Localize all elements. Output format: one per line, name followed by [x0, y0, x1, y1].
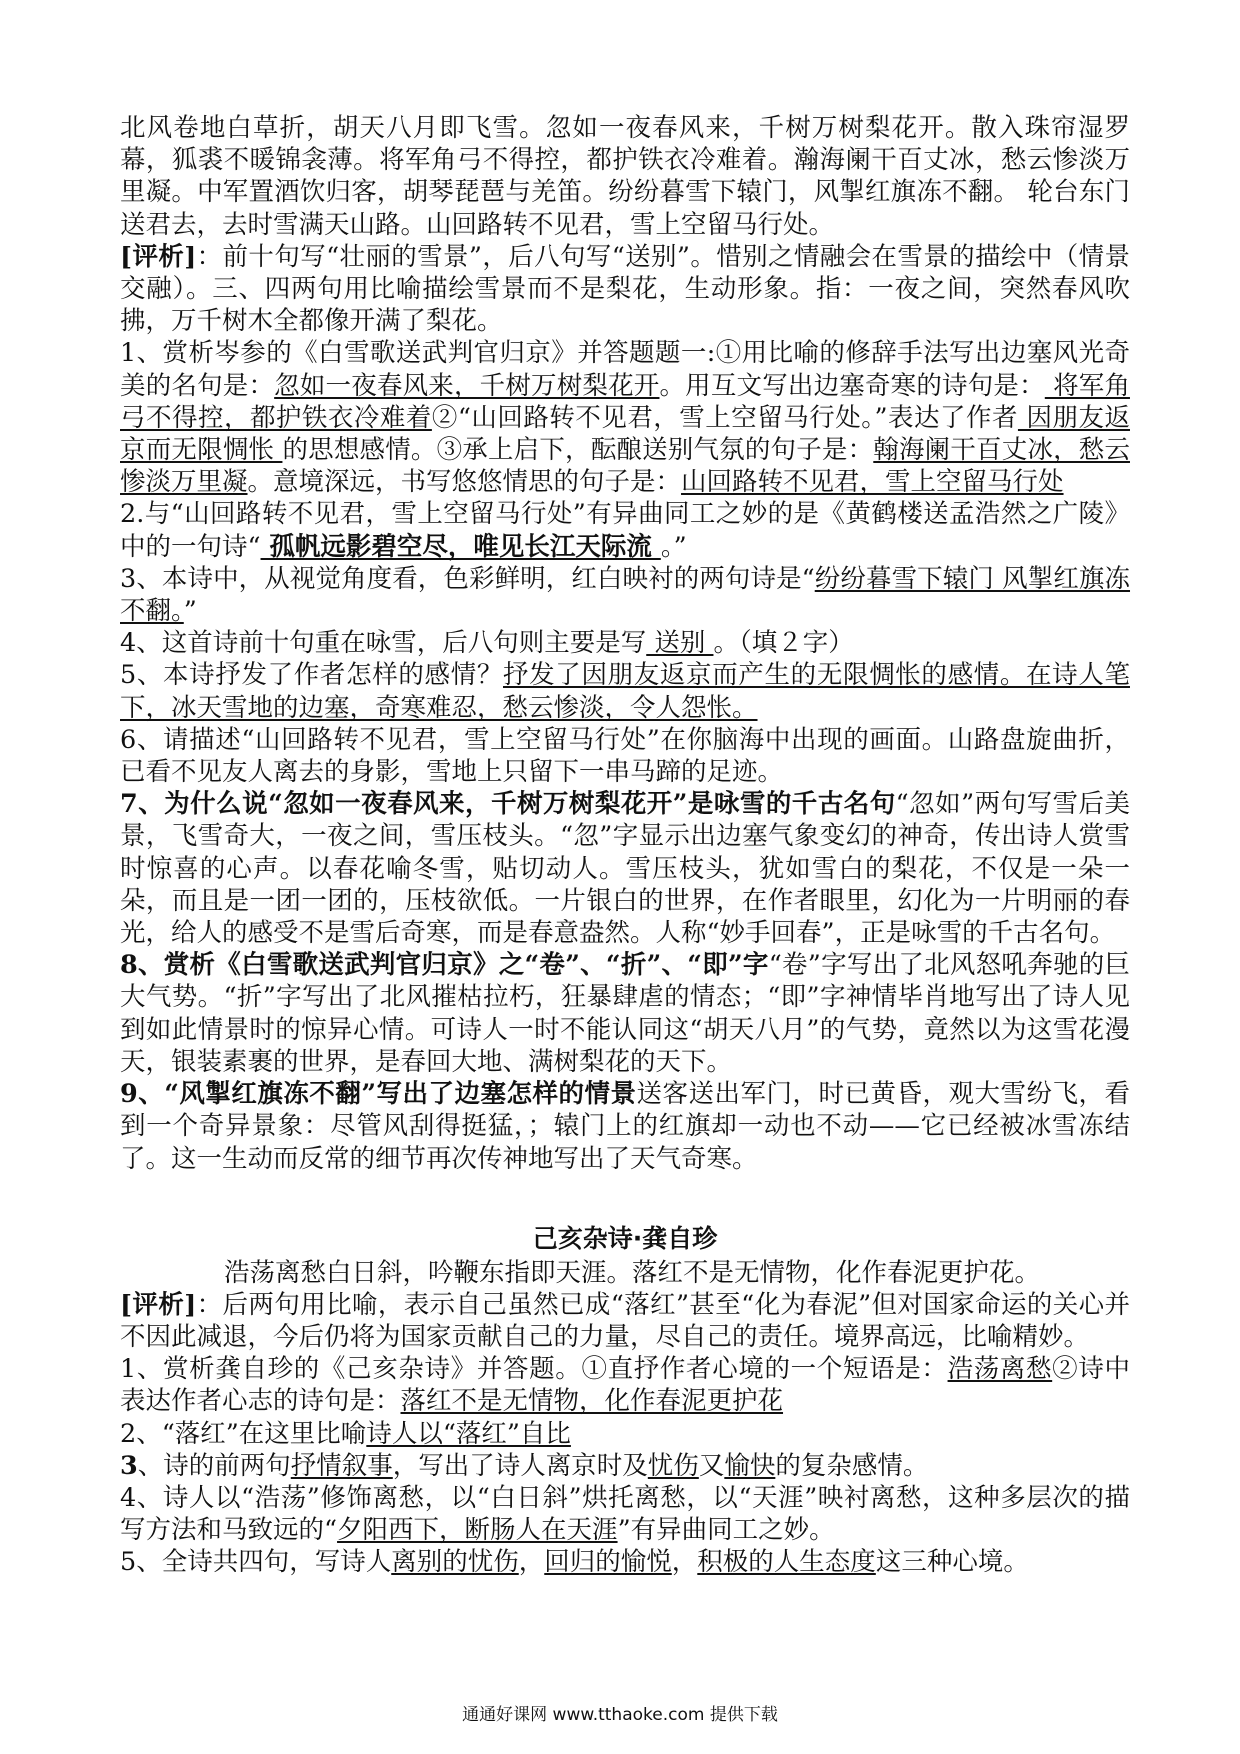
answer-underlined: 孤帆远影碧空尽，唯见长江天际流 [260, 531, 661, 562]
question-7 [120, 788, 1130, 949]
page-footer: 通通好课网 www.tthaoke.com 提供下载 [462, 1705, 778, 1725]
question-text: 。” [660, 531, 687, 562]
question-text: ” [183, 596, 197, 627]
question-2 [120, 498, 1130, 562]
section-title: 己亥杂诗·龚自珍 [532, 1223, 718, 1253]
evaluation-1 [120, 241, 1130, 338]
question-r1 [120, 1353, 1130, 1417]
document-page [120, 112, 1130, 1579]
question-number: 3 [120, 1450, 138, 1481]
question-text: ， [518, 1547, 545, 1578]
question-text: 5、本诗抒发了作者怎样的感情？ [120, 660, 503, 691]
question-heading: 9、“风掣红旗冻不翻”写出了边塞怎样的情景 [120, 1079, 637, 1110]
question-8 [120, 949, 1130, 1078]
evaluation-text: ：前十句写“壮丽的雪景”，后八句写“送别”。惜别之情融会在雪景的描绘中（情景交融）。三、四两句用比喻描绘雪景而不是梨花，生动形象。指：一夜之间，突然春风吹拂，万千树木全都像开满了梨花。 [120, 241, 1130, 337]
evaluation-2 [120, 1289, 1130, 1353]
question-text: 4、这首诗前十句重在咏雪，后八句则主要是写 [120, 628, 647, 659]
question-6: 6、请描述“山回路转不见君，雪上空留马行处”在你脑海中出现的画面。山路盘旋曲折，已看不见友人离去的身影，雪地上只留下一串马蹄的足迹。 [120, 724, 1130, 788]
question-text: 3、本诗中，从视觉角度看，色彩鲜明，红白映衬的两句诗是“ [120, 563, 815, 594]
answer-underlined: 将军角弓不得控，都护铁衣冷难着 [120, 370, 1130, 433]
question-text: “忽如”两句写雪后美景，飞雪奇大，一夜之间，雪压枝头。“忽”字显示出边塞气象变幻的神奇，传出诗人赏雪时惊喜的心声。以春花喻冬雪，贴切动人。雪压枝头，犹如雪白的梨花，不仅是一朵一朵，而且是一团一团的，压枝欲低。一片银白的世界，在作者眼里，幻化为一片明丽的春光，给人的感受不是雪后奇寒，而是春意盎然。人称“妙手回春”，正是咏雪的千古名句。 [120, 789, 1130, 949]
question-r5 [120, 1546, 1130, 1578]
question-r3 [120, 1450, 1130, 1482]
question-text: 2、“落红”在这里比喻 [120, 1418, 367, 1449]
question-text: 4、诗人以“浩荡”修饰离愁，以“白日斜”烘托离愁，以“天涯”映衬离愁，这种多层次的描写方法和马致远的“ [120, 1482, 1130, 1546]
question-text: 。用互文写出边塞奇寒的诗句是： [659, 370, 1045, 401]
question-text: 、诗的前两句 [137, 1450, 291, 1481]
question-r4 [120, 1482, 1130, 1546]
answer-underlined: 抒情叙事 [290, 1450, 393, 1481]
answer-underlined: 因朋友返京而无限惆怅 [120, 402, 1130, 466]
question-text: 的复杂感情。 [775, 1450, 929, 1481]
answer-underlined: 翰海阑干百丈冰，愁云惨淡万里凝 [120, 435, 1130, 498]
question-text: 。意境深远，书写悠悠情思的句子是： [247, 467, 682, 498]
answer-underlined: 忧伤 [647, 1450, 699, 1481]
question-4 [120, 627, 1130, 659]
question-9 [120, 1078, 1130, 1175]
question-text: 这三种心境。 [875, 1547, 1029, 1578]
answer-underlined: 愉快 [724, 1450, 776, 1481]
answer-underlined: 离别的忧伤 [391, 1547, 519, 1578]
answer-underlined: 夕阳西下，断肠人在天涯 [337, 1515, 618, 1546]
question-heading: 7、为什么说“忽如一夜春风来，千树万树梨花开”是咏雪的千古名句 [120, 789, 896, 820]
question-r2 [120, 1418, 1130, 1450]
evaluation-label: [评析] [120, 1289, 197, 1320]
question-text: “卷”字写出了北风怒吼奔驰的巨大气势。“折”字写出了北风摧枯拉朽，狂暴肆虐的情态；“即”字神情毕肖地写出了诗人见到如此情景时的惊异心情。可诗人一时不能认同这“胡天八月”的气势，竟然以为这雪花漫天，银装素裹的世界，是春回大地、满树梨花的天下。 [120, 950, 1131, 1077]
answer-underlined: 落红不是无情物，化作春泥更护花 [400, 1386, 784, 1417]
question-text: 又 [698, 1450, 725, 1481]
question-text: 的思想感情。③承上启下，酝酿送别气氛的句子是： [282, 435, 874, 466]
question-text: 5、全诗共四句，写诗人 [120, 1547, 392, 1578]
question-text: 。（填２字） [713, 628, 854, 659]
question-text: 2.与“山回路转不见君，雪上空留马行处”有异曲同工之妙的是《黄鹤楼送孟浩然之广陵》中的一句诗“ [120, 499, 1130, 562]
poem-baixuege: 北风卷地白草折，胡天八月即飞雪。忽如一夜春风来，千树万树梨花开。散入珠帘湿罗幕，狐裘不暖锦衾薄。将军角弓不得控，都护铁衣冷难着。瀚海阑干百丈冰，愁云惨淡万里凝。中军置酒饮归客，胡琴琵琶与羌笛。纷纷暮雪下辕门，风掣红旗冻不翻。 轮台东门送君去，去时雪满天山路。山回路转不见君，雪上空留马行处。 [120, 113, 1130, 240]
question-text: ②“山回路转不见君，雪上空留马行处。”表达了作者 [431, 402, 1018, 433]
question-5 [120, 659, 1130, 723]
question-text: 送客送出军门，时已黄昏，观大雪纷飞，看到一个奇异景象：尽管风刮得挺猛，；辕门上的红旗却一动也不动——它已经被冰雪冻结了。这一生动而反常的细节再次传神地写出了天气奇寒。 [120, 1079, 1130, 1174]
answer-underlined: 送别 [646, 628, 714, 659]
evaluation-text: ：后两句用比喻，表示自己虽然已成“落红”甚至“化为春泥”但对国家命运的关心并不因此减退，今后仍将为国家贡献自己的力量，尽自己的责任。境界高远，比喻精妙。 [120, 1289, 1130, 1352]
answer-underlined: 积极的人生态度 [697, 1547, 876, 1578]
answer-underlined: 忽如一夜春风来，千树万树梨花开 [274, 370, 660, 401]
poem-jihai: 浩荡离愁白日斜，吟鞭东指即天涯。落红不是无情物，化作春泥更护花。 [224, 1257, 1041, 1288]
answer-underlined: 山回路转不见君，雪上空留马行处 [681, 467, 1064, 498]
question-text: ②诗中表达作者心志的诗句是： [120, 1354, 1130, 1417]
question-3 [120, 563, 1130, 627]
question-text: ，写出了诗人离京时及 [392, 1450, 648, 1481]
evaluation-label: [评析] [120, 241, 197, 272]
answer-underlined: 回归的愉悦 [544, 1547, 672, 1578]
question-text: 1、赏析龚自珍的《己亥杂诗》并答题。①直抒作者心境的一个短语是： [120, 1354, 948, 1385]
question-1 [120, 337, 1130, 498]
question-text: 1、赏析岑参的《白雪歌送武判官归京》并答题题一:①用比喻的修辞手法写出边塞风光奇美的名句是： [120, 338, 1130, 401]
question-text: ”有异曲同工之妙。 [617, 1515, 835, 1546]
question-text: ， [671, 1547, 698, 1578]
question-heading: 8、赏析《白雪歌送武判官归京》之“卷”、“折”、“即”字 [120, 950, 769, 981]
answer-underlined: 诗人以“落红”自比 [366, 1418, 571, 1449]
answer-underlined: 浩荡离愁 [947, 1354, 1053, 1385]
answer-underlined: 纷纷暮雪下辕门 风掣红旗冻不翻。 [120, 563, 1131, 627]
answer-underlined: 抒发了因朋友返京而产生的无限惆怅的感情。在诗人笔下，冰天雪地的边塞，奇寒难忍，愁云惨淡，令人怨怅。 [120, 660, 1130, 723]
